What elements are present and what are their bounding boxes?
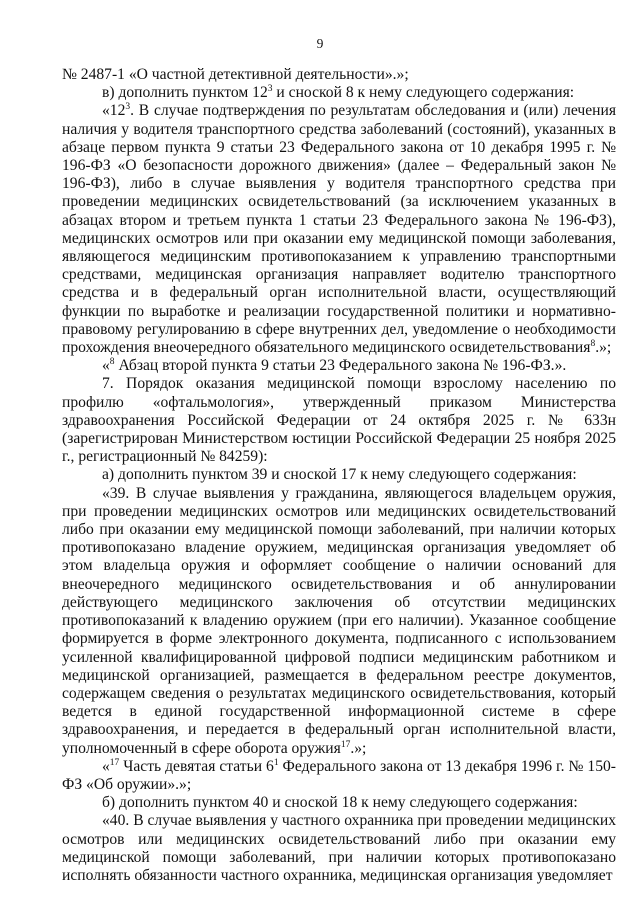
text-segment: .»; <box>595 339 612 357</box>
page-number: 9 <box>316 36 324 51</box>
text-segment: . В случае подтверждения по результатам обследования и (или) лечения наличия у водителя транспортного средства заболеваний (состояний), указанных в абзаце первом пункта 9 статьи 23 Федерального закона от 10 декабря 1995 г. № 196-ФЗ «О безопасности дорожного движения» (далее – Федеральный закон № 196-ФЗ), либо в случае выявления у водителя транспортного средства при проведении медицинских освидетельствований (за исключением указанных в абзацах втором и третьем пункта 1 статьи 23 Федерального закона № 196-ФЗ), медицинских осмотров или при оказании ему медицинской помощи заболевания, являющегося медицинским противопоказанием к управлению транспортными средствами, медицинская организация направляет водителю транспортного средства и в федеральный орган исполнительной власти, осуществляющий функции по выработке и реализации государственной политики и нормативно-правовому регулированию в сфере внутренних дел, уведомление о необходимости прохождения внеочередного обязательного медицинского освидетельствования <box>62 102 616 357</box>
paragraph-p2 <box>62 84 616 102</box>
paragraph-p5 <box>62 375 616 466</box>
footnote-marker: 3 <box>267 84 273 95</box>
text-segment: Часть девятая статьи 6 <box>119 757 274 775</box>
text-segment: Абзац второй пункта 9 статьи 23 Федерального закона № 196-ФЗ.». <box>114 357 567 375</box>
paragraph-p1 <box>62 66 616 84</box>
paragraph-p9 <box>62 794 616 812</box>
text-segment: «39. В случае выявления у гражданина, являющегося владельцем оружия, при проведении медицинских осмотров или медицинских освидетельствований либо при оказании ему медицинской помощи заболеваний, при наличии которых противопоказано владение оружием, медицинская организация уведомляет об этом владельца оружия и оформляет сообщение о наличии оснований для внеочередного медицинского освидетельствования и об аннулировании действующего медицинского заключения об отсутствии медицинских противопоказаний к владению оружием (при его наличии). Указанное сообщение формируется в форме электронного документа, подписанного с использованием усиленной квалифицированной цифровой подписи медицинским работником и медицинской организацией, размещается в федеральном реестре документов, содержащем сведения о результатах медицинского освидетельствования, который ведется в единой государственной информационной системе в сфере здравоохранения, и передается в федеральный орган исполнительной власти, уполномоченный в сфере оборота оружия <box>62 484 616 757</box>
text-segment: .»; <box>350 739 367 757</box>
paragraph-p4 <box>62 357 616 375</box>
text-segment: «12 <box>102 102 126 120</box>
text-segment: а) дополнить пунктом 39 и сноской 17 к нему следующего содержания: <box>102 466 577 484</box>
paragraph-p10 <box>62 812 616 885</box>
paragraph-p6 <box>62 466 616 484</box>
footnote-marker: 3 <box>125 102 131 113</box>
paragraph-p3 <box>62 102 616 357</box>
text-segment: « <box>102 757 110 775</box>
paragraph-p7 <box>62 485 616 758</box>
text-segment: б) дополнить пунктом 40 и сноской 18 к нему следующего содержания: <box>102 794 578 812</box>
document-body <box>62 66 616 885</box>
text-segment: и сноской 8 к нему следующего содержания: <box>272 84 575 102</box>
footnote-marker: 1 <box>273 757 279 768</box>
text-segment: № 2487-1 «О частной детективной деятельности».»; <box>62 66 409 83</box>
footnote-marker: 17 <box>109 757 120 768</box>
text-segment: в) дополнить пунктом 12 <box>102 84 268 102</box>
footnote-marker: 8 <box>590 338 596 349</box>
footnote-marker: 17 <box>340 739 351 750</box>
footnote-marker: 8 <box>109 357 115 368</box>
text-segment: « <box>102 357 110 375</box>
text-segment: Федерального закона от 13 декабря 1996 г. № 150-ФЗ «Об оружии».»; <box>62 757 616 793</box>
text-segment: «40. В случае выявления у частного охранника при проведении медицинских осмотров или медицинских освидетельствований либо при оказании ему медицинской помощи заболеваний, при наличии которых противопоказано исполнять обязанности частного охранника, медицинская организация уведомляет <box>62 812 616 884</box>
text-segment: 7. Порядок оказания медицинской помощи взрослому населению по профилю «офтальмология», утвержденный приказом Министерства здравоохранения Российской Федерации от 24 октября 2025 г. № 633н (зарегистрирован Министерством юстиции Российской Федерации 25 ноября 2025 г., регистрационный № 84259): <box>62 375 616 466</box>
paragraph-p8 <box>62 758 616 794</box>
